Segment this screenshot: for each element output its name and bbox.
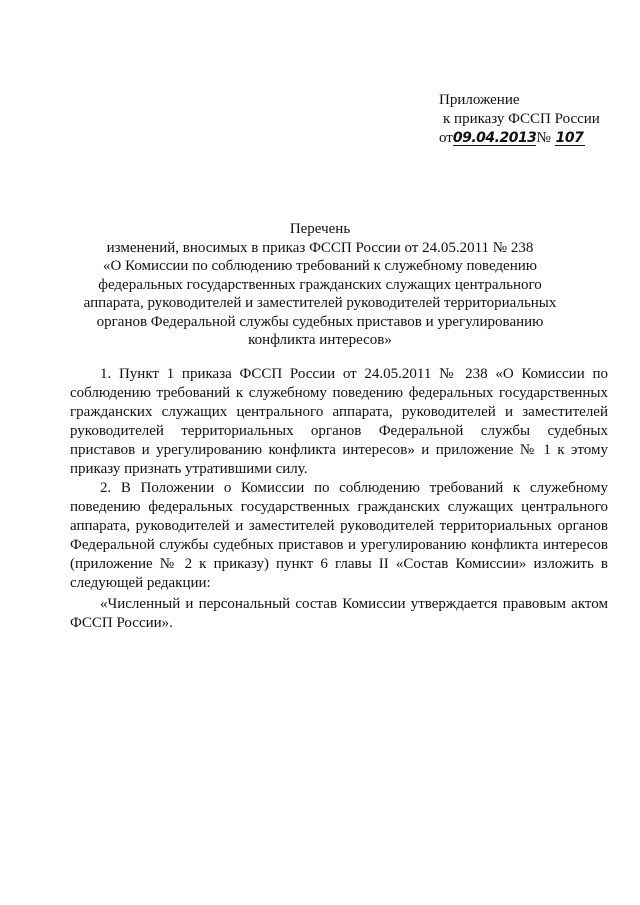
title-line: конфликта интересов»: [248, 332, 392, 348]
title-line: аппарата, руководителей и заместителей руководителей территориальных: [83, 295, 557, 311]
title-line: изменений, вносимых в приказ ФССП России от 24.05.2011 № 238: [106, 239, 534, 256]
title-line: федеральных государственных гражданских служащих центрального: [98, 276, 542, 293]
handwritten-number: 107: [555, 130, 584, 146]
title-line: «О Комиссии по соблюдению требований к служебному поведению: [103, 258, 537, 274]
appendix-label: Приложение: [439, 92, 520, 108]
document-heading: Перечень: [289, 221, 351, 237]
appendix-block: [439, 91, 600, 148]
paragraph-1: 1. Пункт 1 приказа ФССП России от 24.05.2011 № 238 «О Комиссии по соблюдению требований к служебному поведению федеральных государственных гражданских служащих центрального аппарата, руководителей и заместителей руководителей территориальных органов Федеральной службы судебных приставов и урегулированию конфликта интересов» и приложение № 1 к этому приказу признать утратившими силу.: [70, 366, 608, 477]
appendix-order-reference: к приказу ФССП России: [443, 111, 600, 127]
handwritten-date: 09.04.2013: [452, 130, 537, 146]
number-prefix: №: [536, 130, 551, 146]
document-body: [70, 365, 608, 633]
date-prefix: от: [439, 130, 453, 146]
paragraph-3-quote: «Численный и персональный состав Комиссии утверждается правовым актом ФССП России».: [70, 596, 608, 631]
appendix-date-number-line: [439, 129, 600, 148]
document-title-block: [80, 220, 560, 350]
paragraph-2: 2. В Положении о Комиссии по соблюдению требований к служебному поведению федеральных государственных гражданских служащих центрального аппарата, руководителей и заместителей руководителей территориальных органов Федеральной службы судебных приставов и урегулированию конфликта интересов (приложение № 2 к приказу) пункт 6 главы II «Состав Комиссии» изложить в следующей редакции:: [70, 480, 608, 591]
title-line: органов Федеральной службы судебных приставов и урегулированию: [96, 313, 544, 330]
